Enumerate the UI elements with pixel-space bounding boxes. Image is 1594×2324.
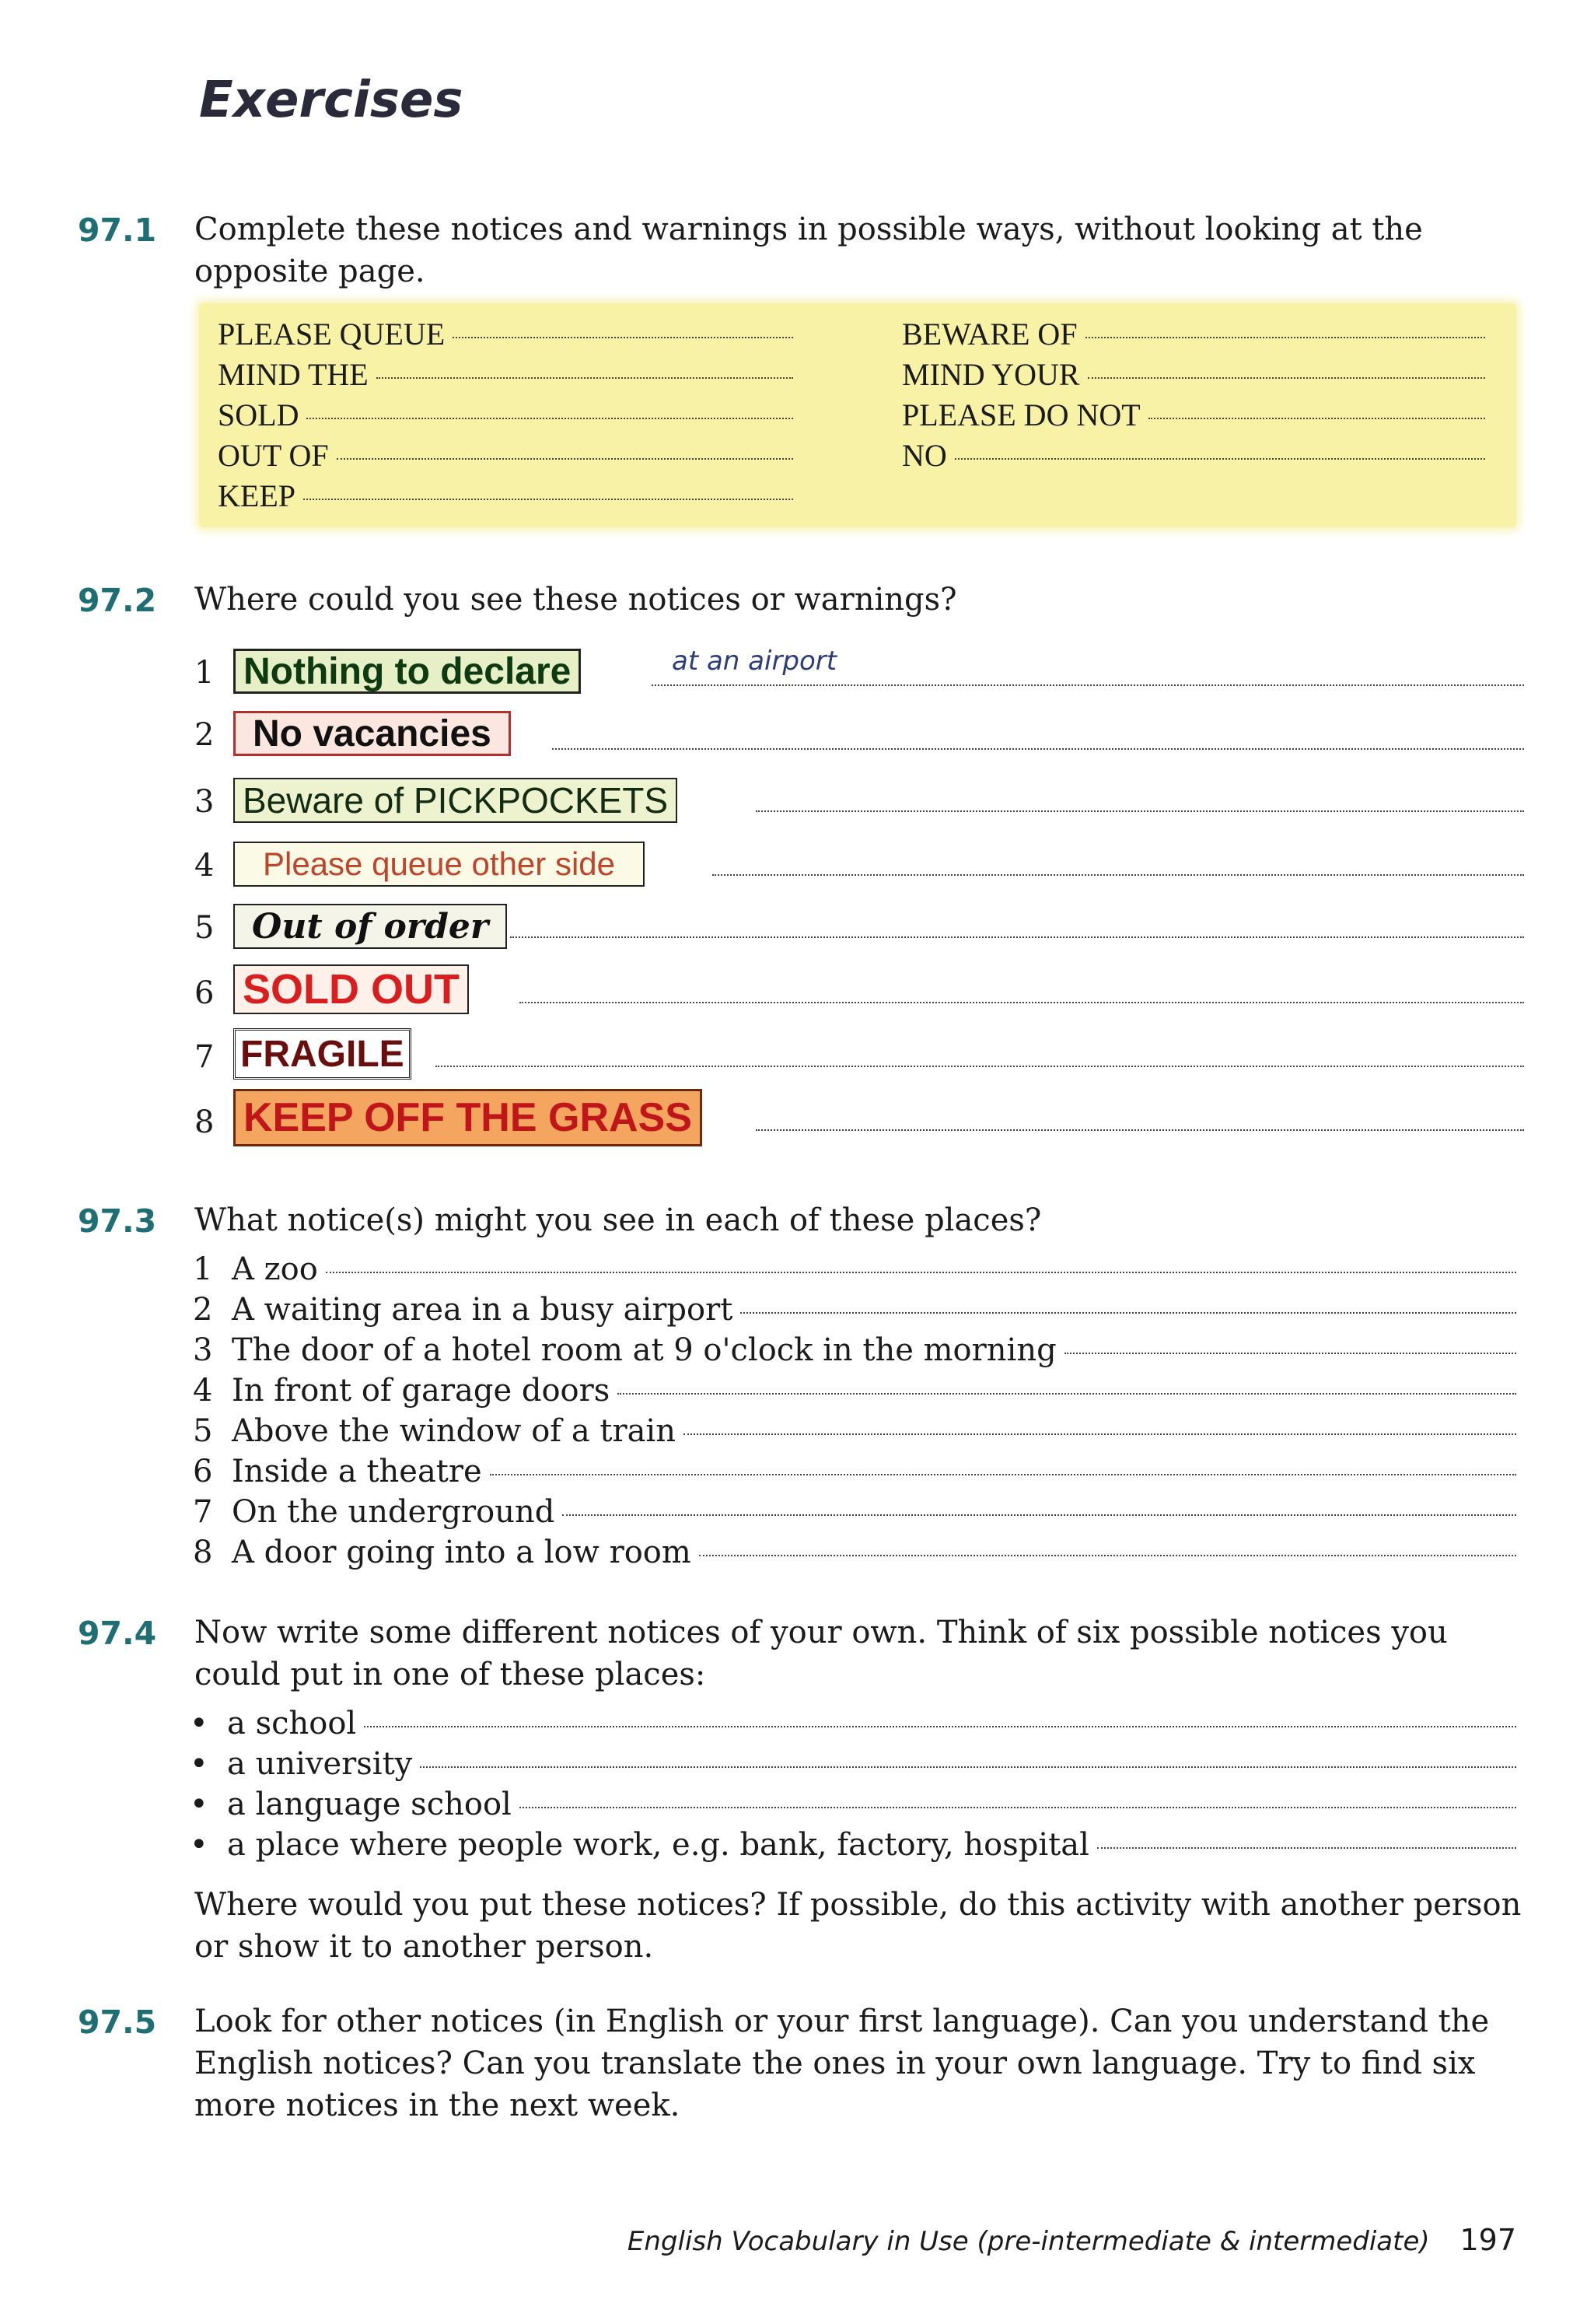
list-item: 3 The door of a hotel room at 9 o'clock in the morning xyxy=(193,1330,1516,1370)
exercise-97-5-instruction: Look for other notices (in English or your first language). Can you understand the English notices? Can you translate the ones in your own language. Try to find six more notices in the next week. xyxy=(194,2004,1490,2123)
exercise-97-2-instruction: Where could you see these notices or warnings? xyxy=(194,582,957,618)
exercise-number-97-2: 97.2 xyxy=(78,582,157,619)
page-title: Exercises xyxy=(199,72,463,129)
page-number: 197 xyxy=(1459,2223,1516,2257)
sign-out-of-order: Out of order xyxy=(233,904,507,949)
list-item: 6 Inside a theatre xyxy=(193,1451,1516,1492)
example-answer: at an airport xyxy=(672,646,837,677)
answer-line-5[interactable] xyxy=(510,936,1524,938)
sign-please-queue-other-side: Please queue other side xyxy=(233,842,645,887)
exercise-97-1-instruction: Complete these notices and warnings in possible ways, without looking at the opposite page. xyxy=(194,212,1423,289)
answer-line-3[interactable] xyxy=(756,810,1524,812)
answer-line-7[interactable] xyxy=(435,1066,1524,1067)
answer-line-8[interactable] xyxy=(756,1129,1524,1131)
notice-left-5: KEEP xyxy=(218,476,793,516)
sign-sold-out: SOLD OUT xyxy=(233,964,469,1014)
list-item: • a place where people work, e.g. bank, factory, hospital xyxy=(190,1825,1516,1865)
answer-line-1[interactable] xyxy=(652,684,1524,686)
book-edition: (pre-intermediate & intermediate) xyxy=(977,2226,1430,2257)
book-title: English Vocabulary in Use xyxy=(627,2226,969,2257)
exercise-97-4-followup: Where would you put these notices? If possible, do this activity with another person or show it to another person. xyxy=(194,1887,1522,1965)
exercise-97-4-instruction: Now write some different notices of your own. Think of six possible notices you could put in one of these places: xyxy=(194,1615,1448,1692)
notices-box xyxy=(199,303,1516,527)
sign-number-3: 3 xyxy=(194,784,215,820)
notice-left-4: OUT OF xyxy=(218,436,793,476)
answer-line-4[interactable] xyxy=(712,874,1524,876)
notice-left-1: PLEASE QUEUE xyxy=(218,314,793,355)
sign-number-5: 5 xyxy=(194,910,215,946)
answer-line-2[interactable] xyxy=(552,748,1524,750)
list-item: 2 A waiting area in a busy airport xyxy=(193,1290,1516,1330)
sign-no-vacancies: No vacancies xyxy=(233,711,511,756)
exercise-number-97-5: 97.5 xyxy=(78,2004,157,2041)
page-footer xyxy=(627,2223,1516,2257)
sign-fragile: FRAGILE xyxy=(233,1028,411,1080)
exercise-number-97-1: 97.1 xyxy=(78,212,157,249)
sign-number-7: 7 xyxy=(194,1039,215,1075)
sign-number-8: 8 xyxy=(194,1104,215,1140)
list-item: • a school xyxy=(190,1703,1516,1744)
list-item: 8 A door going into a low room xyxy=(193,1532,1516,1573)
exercise-number-97-4: 97.4 xyxy=(78,1615,157,1652)
list-item: • a language school xyxy=(190,1784,1516,1825)
notice-right-3: PLEASE DO NOT xyxy=(902,395,1485,436)
sign-number-4: 4 xyxy=(194,848,215,884)
sign-beware-of-pickpockets: Beware of PICKPOCKETS xyxy=(233,778,677,823)
sign-nothing-to-declare: Nothing to declare xyxy=(233,649,581,694)
answer-line-6[interactable] xyxy=(519,1002,1524,1003)
list-item: 5 Above the window of a train xyxy=(193,1411,1516,1451)
exercise-number-97-3: 97.3 xyxy=(78,1202,157,1240)
list-item: • a university xyxy=(190,1744,1516,1784)
list-item: 1 A zoo xyxy=(193,1249,1516,1290)
notice-right-4: NO xyxy=(902,436,1485,476)
sign-number-6: 6 xyxy=(194,975,215,1011)
sign-number-2: 2 xyxy=(194,717,215,753)
notice-right-1: BEWARE OF xyxy=(902,314,1485,355)
notice-left-3: SOLD xyxy=(218,395,793,436)
list-item: 7 On the underground xyxy=(193,1492,1516,1532)
list-item: 4 In front of garage doors xyxy=(193,1370,1516,1411)
notice-right-2: MIND YOUR xyxy=(902,355,1485,395)
notice-left-2: MIND THE xyxy=(218,355,793,395)
sign-keep-off-the-grass: KEEP OFF THE GRASS xyxy=(233,1089,702,1146)
sign-number-1: 1 xyxy=(194,655,215,691)
exercise-97-3-instruction: What notice(s) might you see in each of these places? xyxy=(194,1202,1042,1238)
